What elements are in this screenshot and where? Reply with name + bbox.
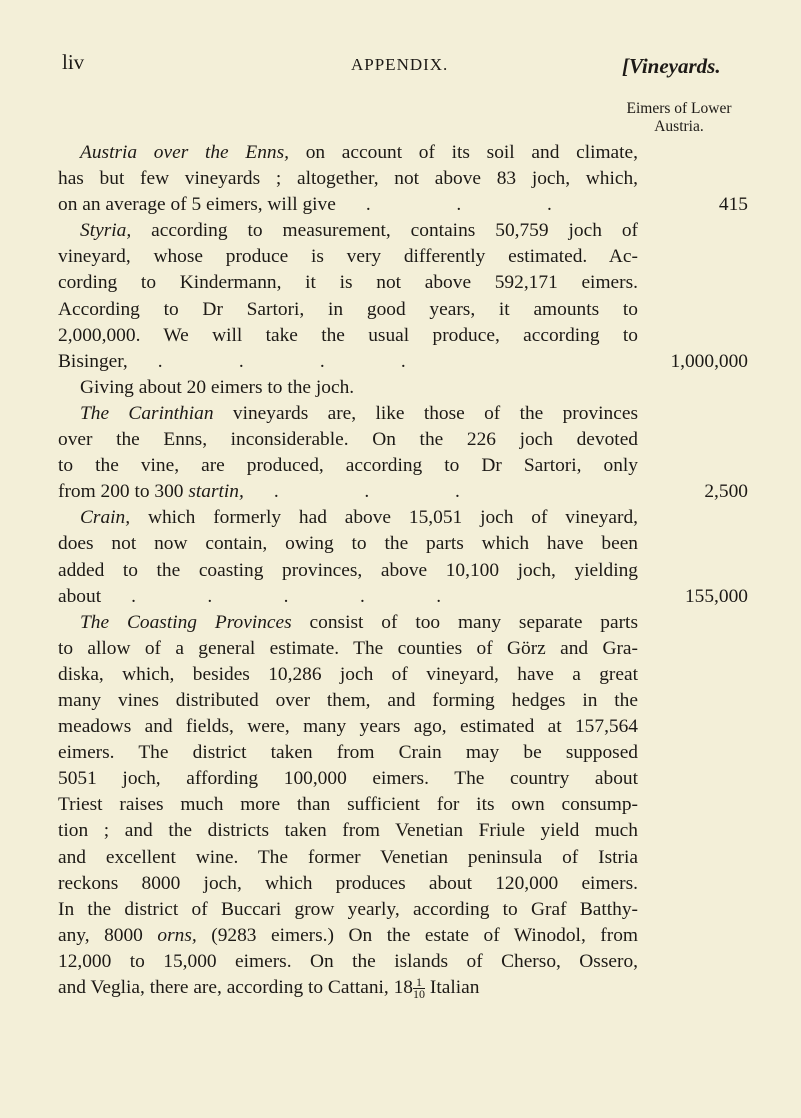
line-text: to allow of a general estimate. The counties of Görz and Gra- — [58, 637, 638, 659]
text-line — [58, 558, 748, 584]
line-text: over the Enns, inconsiderable. On the 226 joch devoted — [58, 429, 638, 451]
line-text: does not now contain, owing to the parts which have been — [58, 533, 638, 555]
line-text: 2,000,000. We will take the usual produce, according to — [58, 324, 638, 346]
line-text: tion ; and the districts taken from Venetian Friule yield much — [58, 820, 638, 842]
page-number: liv — [62, 50, 85, 74]
line-text: Austria over the Enns, on account of its soil and climate, — [80, 142, 639, 163]
line-text: vineyard, whose produce is very differently estimated. Ac- — [58, 246, 638, 268]
text-line — [58, 871, 748, 897]
line-text: cording to Kindermann, it is not above 592,171 eimers. — [58, 272, 638, 294]
line-text: Giving about 20 eimers to the joch. — [80, 376, 355, 398]
text-line — [58, 818, 748, 844]
text-line — [58, 297, 748, 323]
text-line — [58, 688, 748, 714]
eimers-amount: 155,000 — [684, 585, 748, 607]
line-text: Crain, which formerly had above 15,051 joch of vineyard, — [80, 507, 638, 529]
text-line — [58, 636, 748, 662]
fraction: $\frac{1}{10}$ — [413, 975, 426, 1002]
eimers-amount: 2,500 — [704, 481, 748, 503]
line-text: many vines distributed over them, and forming hedges in the — [58, 689, 638, 711]
text-line — [58, 845, 748, 871]
italic-term: Austria over the Enns, — [80, 142, 289, 163]
text-line — [58, 923, 748, 949]
line-text: 12,000 to 15,000 eimers. On the islands of Cherso, Ossero, — [58, 950, 638, 972]
text-line — [58, 662, 748, 688]
italic-term: startin, — [188, 481, 244, 503]
line-text: Styria, according to measurement, contains 50,759 joch of — [80, 220, 638, 242]
text-line — [58, 270, 748, 296]
text-line — [58, 897, 748, 923]
text-line — [58, 166, 748, 192]
text-line — [58, 401, 748, 427]
text-line — [58, 244, 748, 270]
text-line — [58, 766, 748, 792]
line-text: on an average of 5 eimers, will give — [58, 194, 336, 216]
leader-dots: . . . . . — [131, 585, 442, 607]
text-line — [58, 427, 748, 453]
eimers-amount: 1,000,000 — [670, 350, 748, 372]
text-line — [58, 375, 748, 401]
text-line — [58, 323, 748, 349]
text-line — [58, 610, 748, 636]
line-text: added to the coasting provinces, above 10,100 joch, yielding — [58, 559, 638, 581]
line-text: to the vine, are produced, according to Dr Sartori, only — [58, 455, 638, 477]
line-text: has but few vineyards ; altogether, not above 83 joch, which, — [58, 168, 638, 190]
text-line — [58, 975, 748, 1001]
line-text: In the district of Buccari grow yearly, according to Graf Batthy- — [58, 898, 638, 920]
leader-dots: . . . — [273, 481, 460, 503]
line-text: meadows and fields, were, many years ago, estimated at 157,564 — [58, 716, 638, 738]
line-text: about — [58, 585, 102, 607]
line-text: Triest raises much more than sufficient for its own consump- — [58, 794, 638, 816]
line-text: According to Dr Sartori, in good years, it amounts to — [58, 298, 638, 320]
text-line — [58, 584, 748, 610]
body-text — [58, 140, 748, 1001]
line-text: Bisinger, — [58, 350, 128, 372]
text-line — [58, 949, 748, 975]
italic-term: Styria, — [80, 220, 132, 242]
section-tag: [Vineyards. — [622, 54, 721, 78]
italic-term: orns, — [157, 924, 197, 946]
text-line — [58, 349, 748, 375]
line-text: The Coasting Provinces consist of too many separate parts — [80, 611, 638, 633]
text-line — [58, 453, 748, 479]
line-text: and excellent wine. The former Venetian peninsula of Istria — [58, 846, 638, 868]
line-text: 5051 joch, affording 100,000 eimers. The country about — [58, 768, 638, 790]
line-text: diska, which, besides 10,286 joch of vineyard, have a great — [58, 663, 638, 685]
line-text: and Veglia, there are, according to Cattani, 18 $\frac{1}{10}$ Italian — [58, 975, 480, 1002]
italic-term: The Coasting Provinces — [80, 611, 292, 633]
text-line — [58, 792, 748, 818]
text-line — [58, 192, 748, 218]
column-heading: Eimers of Lower Austria. — [626, 100, 732, 135]
running-title: APPENDIX. — [351, 55, 449, 74]
line-text: any, 8000 orns, (9283 eimers.) On the estate of Winodol, from — [58, 924, 638, 946]
italic-term: The Carinthian — [80, 402, 214, 424]
text-line — [58, 714, 748, 740]
leader-dots: . . . — [365, 194, 552, 216]
line-text: reckons 8000 joch, which produces about 120,000 eimers. — [58, 872, 638, 894]
text-line — [58, 479, 748, 505]
text-line — [58, 140, 748, 166]
line-text: from 200 to 300 startin, — [58, 481, 244, 503]
text-line — [58, 505, 748, 531]
text-line — [58, 740, 748, 766]
leader-dots: . . . . — [157, 350, 406, 372]
line-text: The Carinthian vineyards are, like those of the provinces — [80, 402, 638, 424]
italic-term: Crain, — [80, 507, 131, 529]
text-line — [58, 531, 748, 557]
text-line — [58, 218, 748, 244]
line-text: eimers. The district taken from Crain may be supposed — [58, 742, 638, 764]
eimers-amount: 415 — [718, 194, 748, 216]
